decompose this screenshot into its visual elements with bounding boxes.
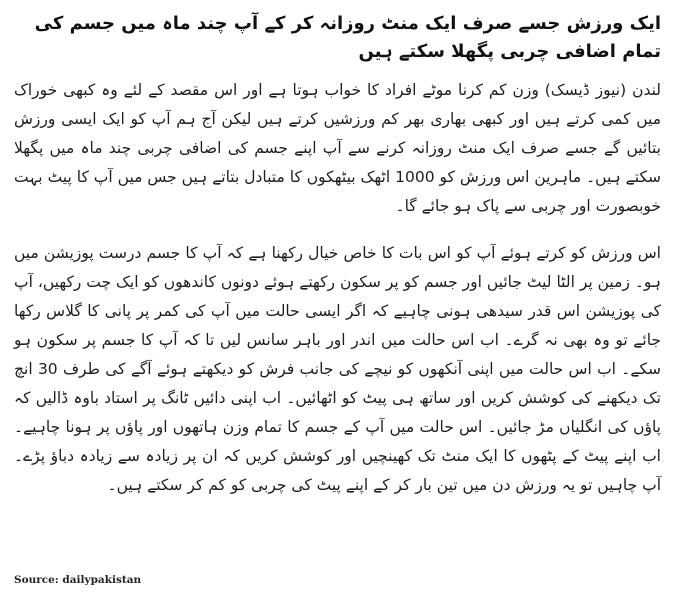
- article-headline: ایک ورزش جسے صرف ایک منٹ روزانہ کر کے آپ چند ماہ میں جسم کی تمام اضافی چربی پگھلا سکتے ہیں: [34, 13, 661, 62]
- article-paragraph-2: اس ورزش کو کرتے ہوئے آپ کو اس بات کا خاص خیال رکھنا ہے کہ آپ کا جسم درست پوزیشن میں ہو۔ زمین پر الٹا لیٹ جائیں اور جسم کو پر سکون رکھتے ہوئے دونوں کاندھوں کو ایک چت رکھیں، آپ کی پوزیشن اس قدر سیدھی ہونی چاہیے کہ اگر ایسی حالت میں آپ کی کمر پر پانی کا گلاس رکھا جائے تو وہ بھی نہ گرے۔ اب اس حالت میں اندر اور باہر سانس لیں تا کہ آپ کا جسم پر سکون ہو سکے۔ اب اس حالت میں اپنی آنکھوں کو نیچے کی جانب فرش کو دیکھتے ہوئے آگے کی طرف 30 انچ تک دیکھنے کی کوشش کریں اور ساتھ ہی پیٹ کو اٹھائیں۔ اب اپنی دائیں ٹانگ پر استاد باوہ ڈالیں کہ پاؤں کی انگلیاں مڑ جائیں۔ اس حالت میں آپ کے جسم کا تمام وزن ہاتھوں اور پاؤں پر ہونا چاہیے۔ اب اپنے پیٹ کے پٹھوں کا ایک منٹ تک کھینچیں اور کوشش کریں کہ ان پر زیادہ سے زیادہ دباؤ پڑے۔ آپ چاہیں تو یہ ورزش دن میں تین بار کر کے اپنے پیٹ کی چربی کو کم کر سکتے ہیں۔: [14, 244, 661, 494]
- article-paragraph-1: لندن (نیوز ڈیسک) وزن کم کرنا موٹے افراد کا خواب ہوتا ہے اور اس مقصد کے لئے وہ کبھی خوراک میں کمی کرتے ہیں اور کبھی بھاری بھر کم ورزشیں کرتے ہیں لیکن آج ہم آپ کو ایک ایسی ورزش بتائیں گے جسے صرف ایک منٹ روزانہ کرنے سے آپ اپنے جسم کی اضافی چربی چند ماہ میں پگھلا سکتے ہیں۔ ماہرین اس ورزش کو 1000 اٹھک بیٹھکوں کا متبادل بتاتے ہیں جس میں آپ کا پیٹ بہت خوبصورت اور چربی سے پاک ہو جائے گا۔: [14, 81, 661, 215]
- source-credit: Source: dailypakistan: [14, 574, 142, 586]
